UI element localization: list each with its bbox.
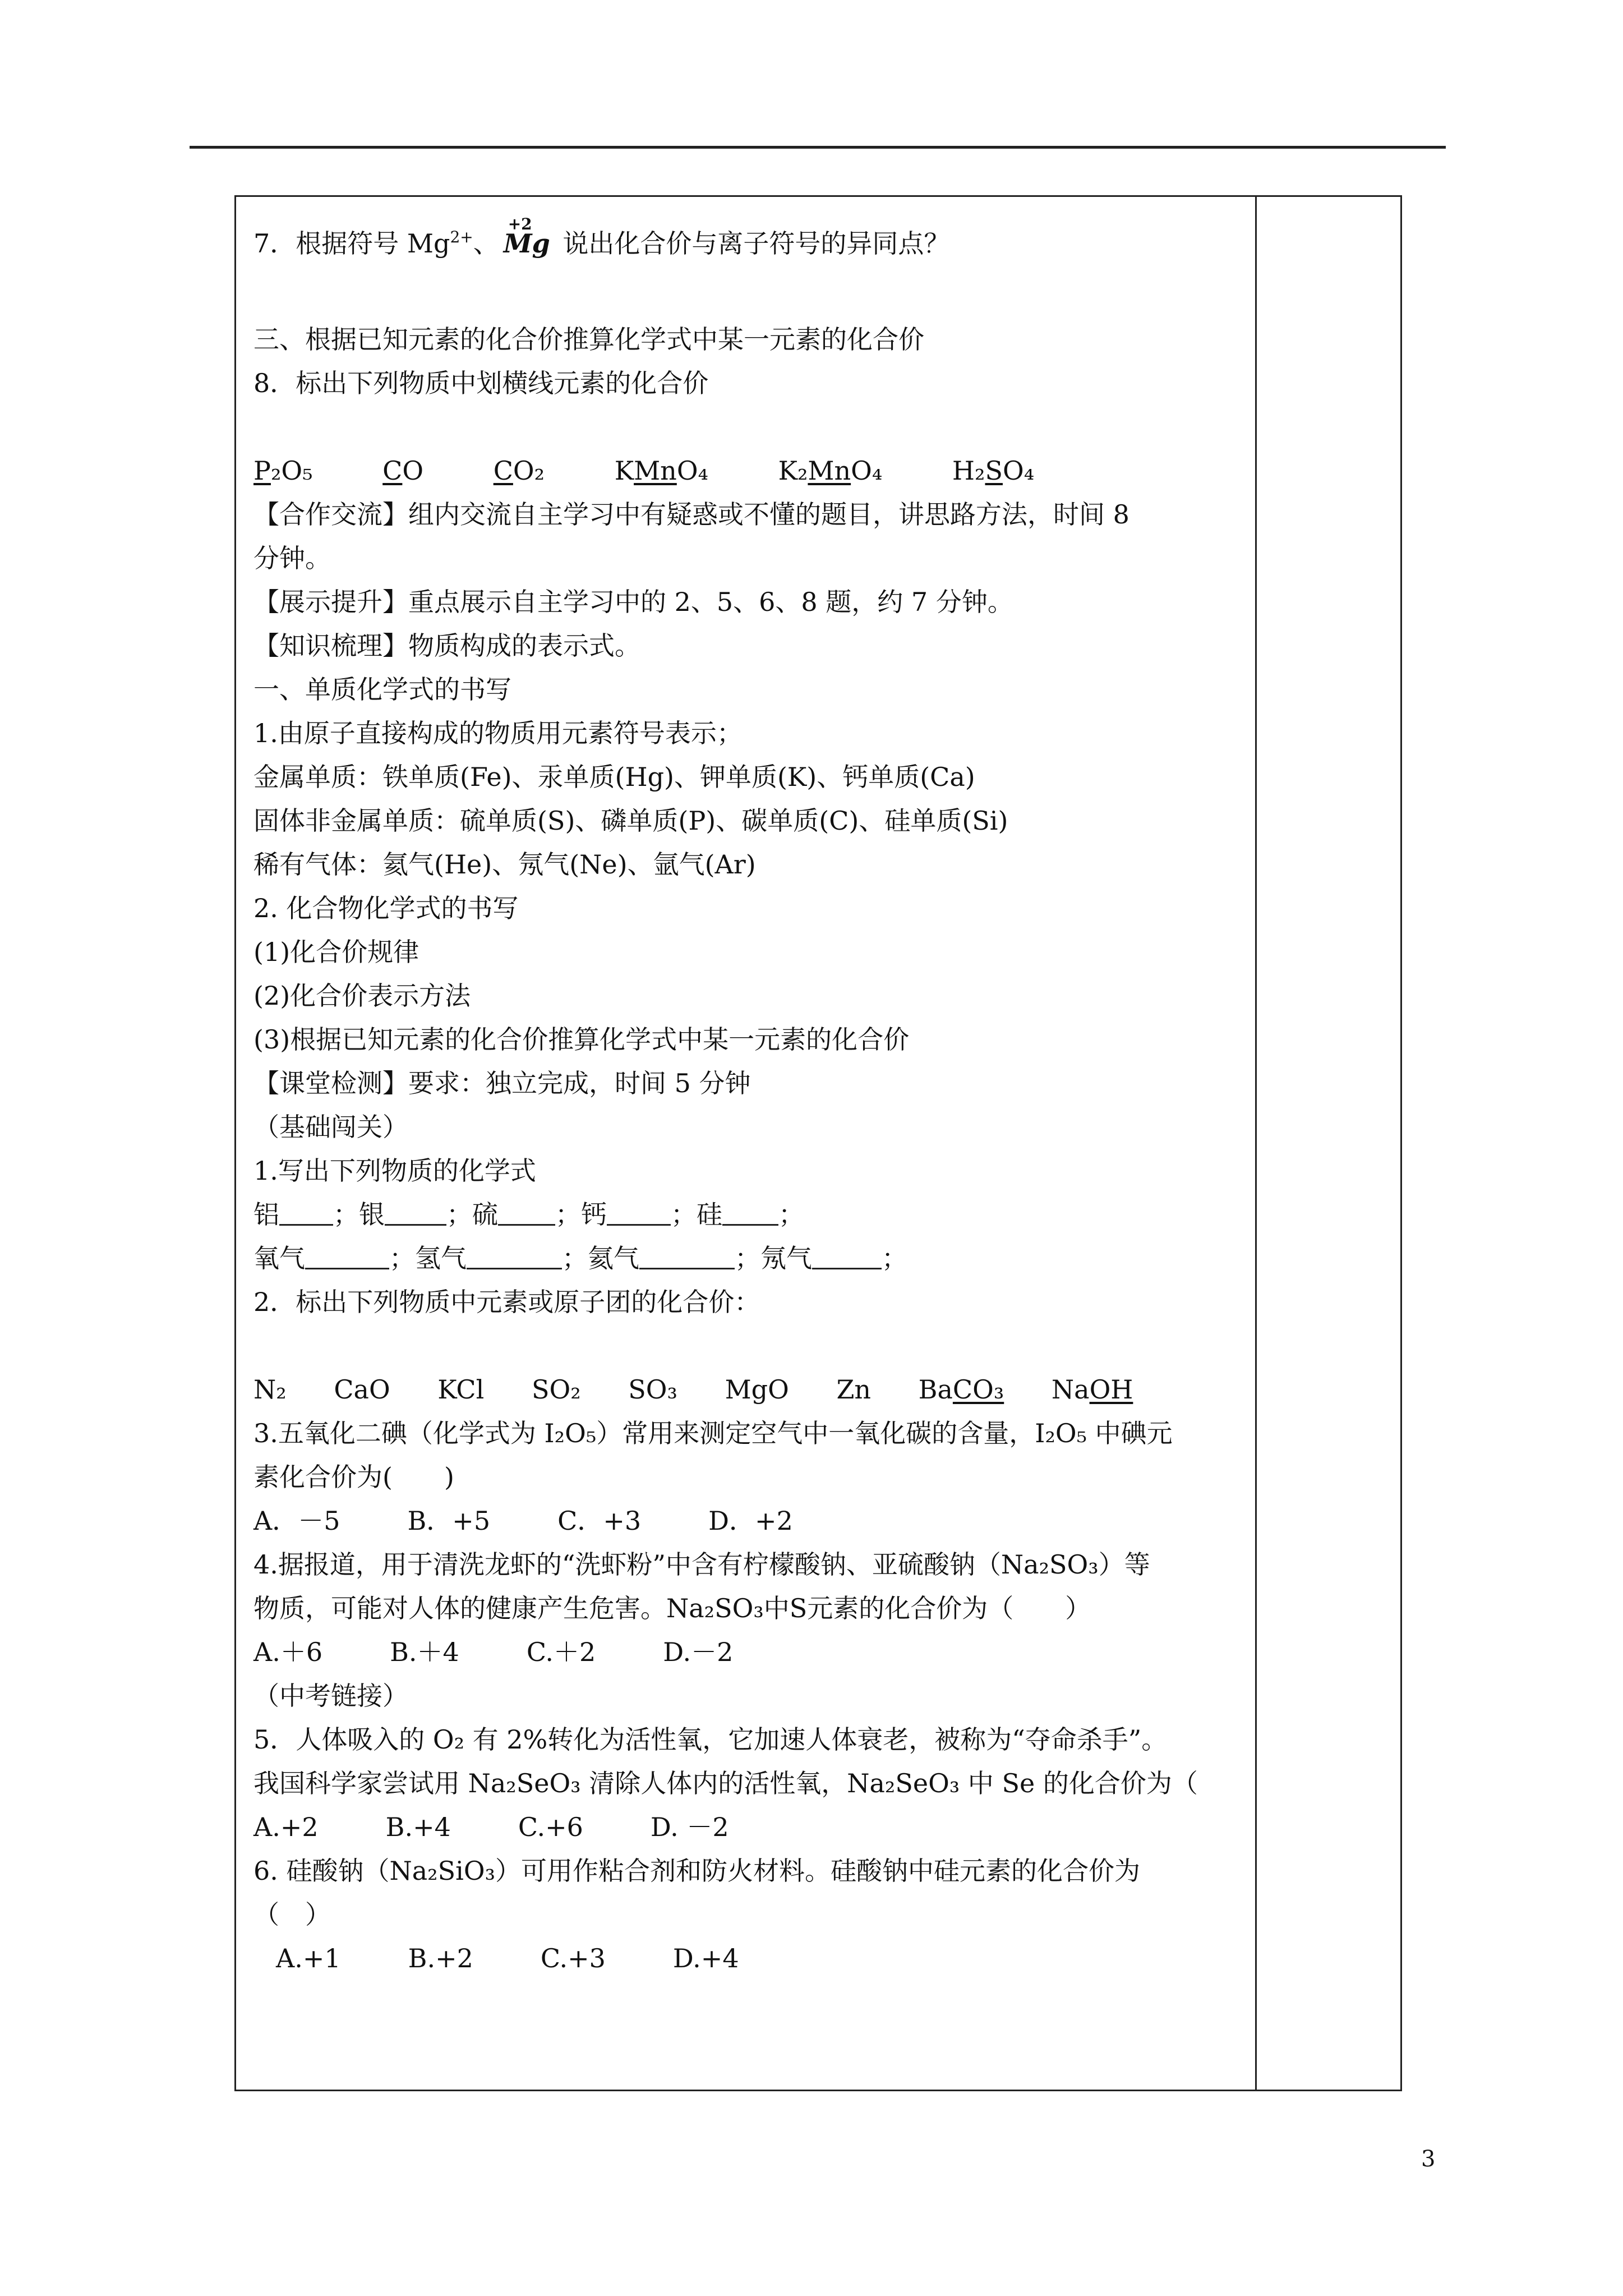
option-b: B.+4 [385,1812,451,1842]
option-b: B．+5 [407,1506,491,1536]
check-question-6-cont: （ ） [253,1899,331,1930]
option-d: D. －2 [650,1812,729,1842]
answer-blank[interactable] [498,1202,555,1226]
option-d: D.－2 [663,1637,734,1667]
formula-kmno4: KMnO₄ [614,455,708,486]
formula-naoh: NaOH [1051,1374,1133,1405]
cooperation-line-2: 分钟。 [253,543,331,573]
formula-k2mno4: K₂MnO₄ [778,455,883,486]
q6-options [253,1936,1241,1980]
q5-options [253,1805,1241,1849]
formula-zn: Zn [836,1374,872,1405]
knowledge-9: (3)根据已知元素的化合价推算化学式中某一元素的化合价 [253,1024,910,1055]
check-question-6: 6. 硅酸钠（Na₂SiO₃）可用作粘合剂和防火材料。硅酸钠中硅元素的化合价为 [253,1856,1141,1886]
fill-row-1: 铝 ；银 ；硫 ；钙 ；硅 ； [253,1199,804,1230]
answer-blank[interactable] [279,1202,333,1226]
option-c: C.＋2 [526,1637,596,1667]
ion-charge: 2+ [450,228,473,246]
formula-baco3: BaCO₃ [918,1374,1004,1405]
answer-blank[interactable] [639,1245,735,1269]
knowledge-2: 1.由原子直接构成的物质用元素符号表示； [253,718,743,748]
option-d: D．+2 [708,1506,793,1536]
option-c: C.+6 [518,1812,583,1842]
formula-cao: CaO [334,1374,390,1405]
show-improve: 【展示提升】重点展示自主学习中的 2、5、6、8 题，约 7 分钟。 [253,587,1013,617]
q8-formula-row [253,449,1241,493]
check-question-3: 3.五氧化二碘（化学式为 I₂O₅）常用来测定空气中一氧化碳的含量，I₂O₅ 中碘元 [253,1418,1173,1448]
page-number: 3 [1421,2146,1436,2172]
option-b: B.+2 [408,1943,473,1973]
formula-so2: SO₂ [531,1374,581,1405]
q7-text-pre: 7．根据符号 Mg [253,228,450,259]
option-a: A.+1 [276,1943,341,1973]
formula-mgo: MgO [725,1374,789,1405]
check-question-1: 1.写出下列物质的化学式 [253,1156,536,1186]
option-a: A.＋6 [253,1637,323,1667]
answer-blank[interactable] [467,1245,562,1269]
header-rule [190,146,1446,149]
question-8: 8．标出下列物质中划横线元素的化合价 [253,368,709,398]
q7-text-post: 说出化合价与离子符号的异同点？ [554,228,950,259]
knowledge-6: 2. 化合物化学式的书写 [253,893,519,923]
option-a: A.+2 [253,1812,319,1842]
answer-blank[interactable] [722,1202,778,1226]
valence-element: Mg [503,228,550,259]
formula-co: CO [382,455,424,486]
answer-blank[interactable] [812,1245,882,1269]
knowledge-5: 稀有气体：氦气(He)、氖气(Ne)、氩气(Ar) [253,849,756,880]
check-question-4: 4.据报道，用于清洗龙虾的“洗虾粉”中含有柠檬酸钠、亚硫酸钠（Na₂SO₃）等 [253,1549,1150,1580]
knowledge-8: (2)化合价表示方法 [253,981,471,1011]
knowledge-heading: 【知识梳理】物质构成的表示式。 [253,631,640,661]
exam-link-heading: （中考链接） [253,1681,408,1711]
check-question-3-cont: 素化合价为( ) [253,1462,454,1492]
q4-options [253,1630,1241,1674]
answer-blank[interactable] [305,1245,389,1269]
valence-symbol [504,213,550,274]
q3-options [253,1499,1241,1543]
knowledge-3: 金属单质：铁单质(Fe)、汞单质(Hg)、钾单质(K)、钙单质(Ca) [253,762,975,792]
answer-blank[interactable] [607,1202,671,1226]
option-a: A．－5 [253,1506,340,1536]
option-b: B.＋4 [390,1637,459,1667]
worksheet-content [253,206,1241,1980]
formula-so3: SO₃ [628,1374,677,1405]
check-question-4-cont: 物质，可能对人体的健康产生危害。Na₂SO₃中S元素的化合价为（ ） [253,1593,1091,1623]
formula-co2: CO₂ [493,455,545,486]
class-check-heading: 【课堂检测】要求：独立完成，时间 5 分钟 [253,1068,751,1098]
check-question-5-cont: 我国科学家尝试用 Na₂SeO₃ 清除人体内的活性氧，Na₂SeO₃ 中 Se 的化合价为（ [253,1768,1198,1798]
formula-kcl: KCl [437,1374,485,1405]
option-d: D.+4 [672,1943,739,1973]
knowledge-7: (1)化合价规律 [253,937,419,967]
knowledge-1: 一、单质化学式的书写 [253,674,511,705]
answer-blank[interactable] [385,1202,446,1226]
valence-number: +2 [508,215,532,233]
option-c: C.+3 [540,1943,606,1973]
fill-row-2: 氧气 ；氢气 ；氦气 ；氖气 ； [253,1243,907,1273]
section-3-heading: 三、根据已知元素的化合价推算化学式中某一元素的化合价 [253,324,924,355]
option-c: C．+3 [557,1506,642,1536]
check-question-5: 5．人体吸入的 O₂ 有 2%转化为活性氧，它加速人体衰老，被称为“夺命杀手”。 [253,1724,1168,1755]
formula-h2so4: H₂SO₄ [952,455,1035,486]
c2-formula-row [253,1368,1241,1411]
formula-n2: N₂ [253,1374,287,1405]
q7-separator: 、 [473,228,499,259]
basic-level-heading: （基础闯关） [253,1112,408,1142]
check-question-2: 2．标出下列物质中元素或原子团的化合价： [253,1287,760,1317]
question-7 [253,206,1241,268]
cooperation-line-1: 【合作交流】组内交流自主学习中有疑惑或不懂的题目，讲思路方法，时间 8 [253,499,1129,530]
knowledge-4: 固体非金属单质：硫单质(S)、磷单质(P)、碳单质(C)、硅单质(Si) [253,806,1008,836]
formula-p2o5: P₂O₅ [253,455,313,486]
table-column-divider [1255,195,1257,2091]
